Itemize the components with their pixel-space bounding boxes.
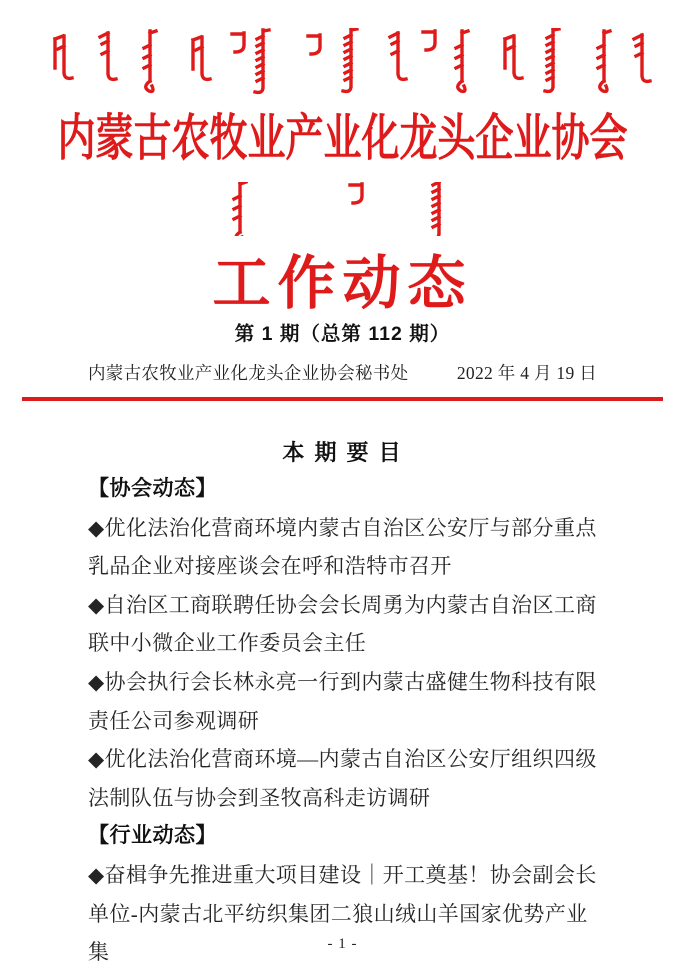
mongolian-script-banner-icon — [0, 28, 685, 96]
toc-item: ◆协会执行会长林永亮一行到内蒙古盛健生物科技有限责任公司参观调研 — [88, 669, 597, 733]
toc-item: ◆优化法治化营商环境—内蒙古自治区公安厅组织四级法制队伍与协会到圣牧高科走访调研 — [88, 747, 597, 810]
red-divider-rule — [22, 397, 663, 401]
toc-item: ◆奋楫争先推进重大项目建设｜开工奠基！协会副会长单位-内蒙古北平纺织集团二狼山绒山羊国家优势产业集 — [88, 862, 597, 965]
publisher-line — [88, 360, 597, 385]
table-of-contents — [88, 470, 602, 972]
issue-number: 第 1 期（总第 112 期） — [234, 323, 451, 345]
toc-item: ◆自治区工商联聘任协会会长周勇为内蒙古自治区工商联中小微企业工作委员会主任 — [88, 592, 597, 656]
association-name: 内蒙古农牧业产业化龙头企业协会 — [57, 111, 628, 167]
mongolian-subtitle-icon — [0, 182, 685, 236]
publish-date: 2022 年 4 月 19 日 — [456, 363, 597, 383]
toc-section-label-industry: 【行业动态】 — [88, 824, 217, 848]
toc-heading: 本 期 要 目 — [282, 440, 403, 465]
toc-item: ◆优化法治化营商环境内蒙古自治区公安厅与部分重点乳品企业对接座谈会在呼和浩特市召开 — [88, 515, 597, 579]
bulletin-title: 工作动态 — [212, 251, 473, 316]
publisher-name: 内蒙古农牧业产业化龙头企业协会秘书处 — [88, 363, 409, 383]
page-number: - 1 - — [327, 936, 358, 952]
toc-section-label-association: 【协会动态】 — [88, 477, 217, 500]
